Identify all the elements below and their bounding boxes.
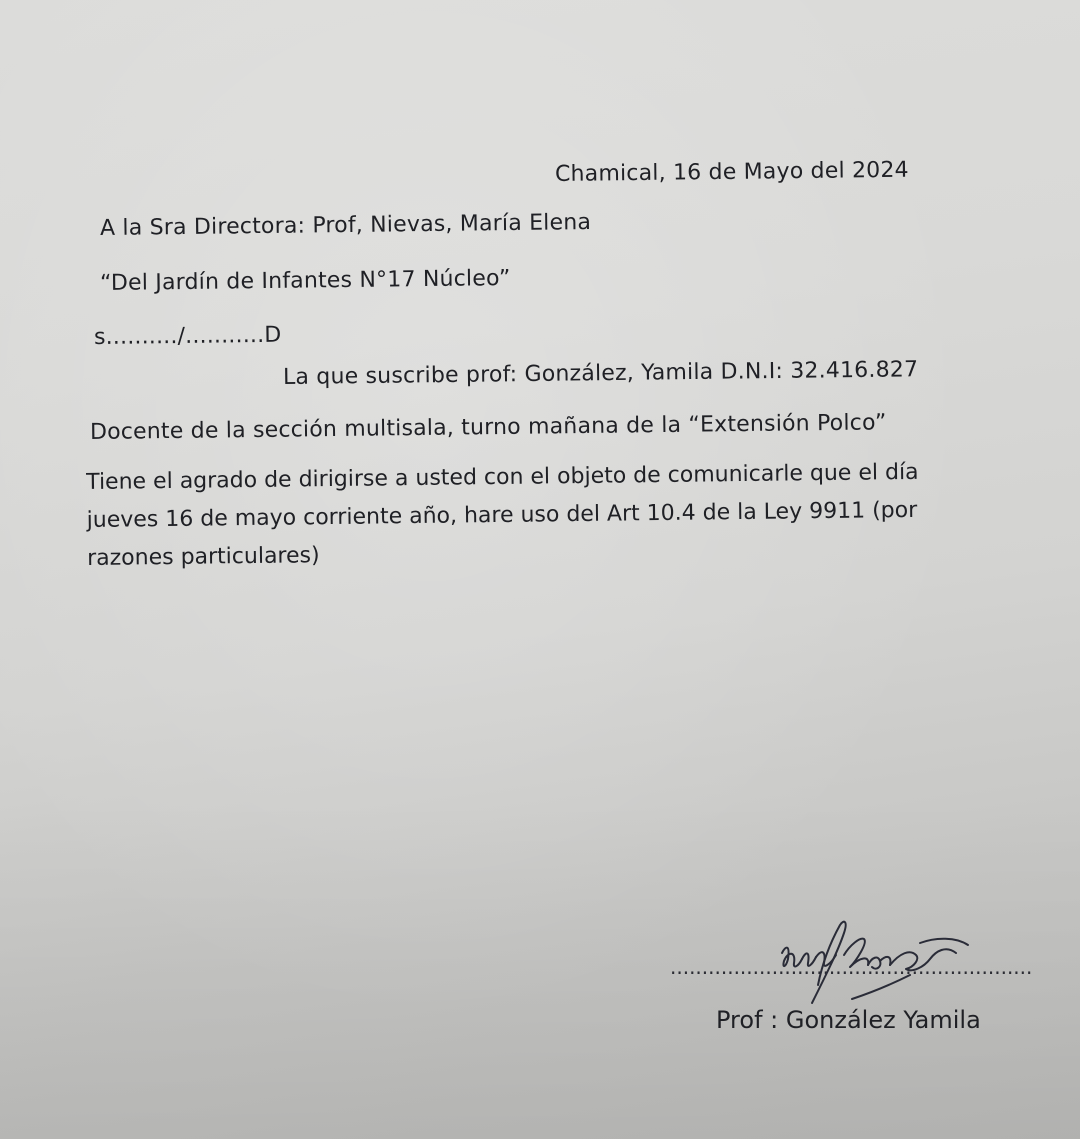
letter-date: Chamical, 16 de Mayo del 2024 — [554, 157, 909, 187]
letter-body-line: Tiene el agrado de dirigirse a usted con el objeto de comunicarle que el día — [86, 459, 919, 495]
letter-body-line: jueves 16 de mayo corriente año, hare uso del Art 10.4 de la Ley 9911 (por — [86, 497, 918, 533]
signature-line: ......................................................... — [670, 955, 1033, 979]
letter-institution: “Del Jardín de Infantes N°17 Núcleo” — [99, 265, 511, 296]
letter-subscriber: La que suscribe prof: González, Yamila D.N.I: 32.416.827 — [282, 357, 919, 390]
letter-docente: Docente de la sección multisala, turno mañana de la “Extensión Polco” — [89, 410, 887, 445]
letter-body — [86, 453, 1007, 578]
signature-name: Prof : González Yamila — [716, 1006, 981, 1034]
letter-recipient: A la Sra Directora: Prof, Nievas, María Elena — [99, 210, 592, 241]
handwritten-signature — [760, 915, 980, 1015]
letter-body-line: razones particulares) — [87, 543, 320, 571]
letter-sd: s........../...........D — [93, 322, 282, 350]
